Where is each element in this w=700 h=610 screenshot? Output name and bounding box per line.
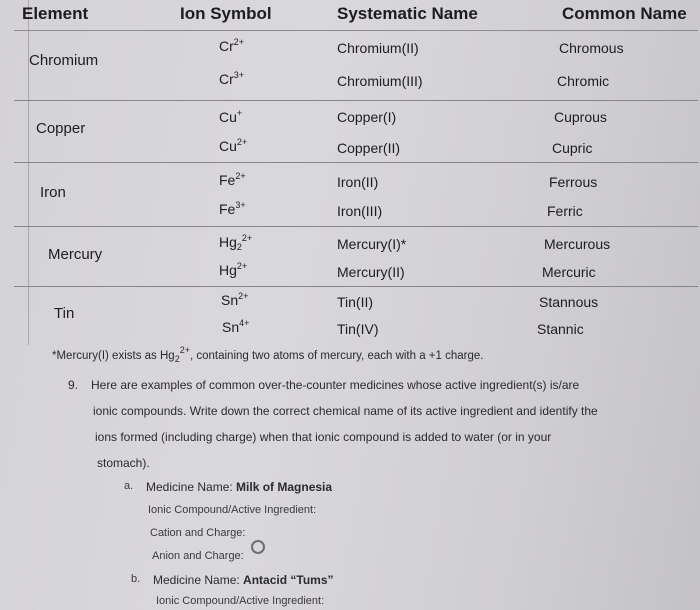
row-group-copper bbox=[14, 100, 698, 163]
common-name: Stannic bbox=[537, 321, 584, 337]
row-group-mercury bbox=[14, 226, 698, 287]
question-line: ionic compounds. Write down the correct chemical name of its active ingredient and identify the bbox=[93, 404, 598, 418]
systematic-name: Chromium(III) bbox=[337, 73, 423, 89]
common-name: Chromous bbox=[559, 40, 624, 56]
circle-icon bbox=[251, 540, 265, 554]
systematic-name: Iron(III) bbox=[337, 203, 383, 219]
question-number: 9. bbox=[68, 378, 79, 392]
header-systematic-name: Systematic Name bbox=[337, 4, 478, 23]
row-group-iron bbox=[14, 162, 698, 227]
row-group-tin bbox=[14, 286, 698, 342]
common-name: Cuprous bbox=[554, 109, 607, 125]
ionic-compound-label: Ionic Compound/Active Ingredient: bbox=[148, 504, 317, 516]
element-name: Copper bbox=[36, 120, 86, 137]
part-letter: b. bbox=[131, 573, 141, 585]
ion-symbol: $Fe^{2+}$ bbox=[219, 171, 246, 188]
mercury-footnote: *Mercury(I) exists as $Hg_2^{2+}$, containing two atoms of mercury, each with a +1 charge. bbox=[52, 345, 484, 364]
systematic-name: Iron(II) bbox=[337, 174, 379, 190]
systematic-name: Chromium(II) bbox=[337, 40, 419, 56]
systematic-name: Mercury(II) bbox=[337, 264, 405, 280]
element-name: Chromium bbox=[29, 52, 99, 69]
medicine-name: Medicine Name: Antacid “Tums” bbox=[153, 573, 334, 587]
ion-symbol: $Sn^{4+}$ bbox=[222, 318, 250, 335]
common-name: Chromic bbox=[557, 73, 610, 89]
systematic-name: Copper(II) bbox=[337, 140, 401, 156]
medicine-name: Medicine Name: Milk of Magnesia bbox=[146, 480, 333, 494]
ion-symbol: $Cu^{2+}$ bbox=[219, 137, 248, 154]
systematic-name: Copper(I) bbox=[337, 109, 397, 125]
question-line: Here are examples of common over-the-counter medicines whose active ingredient(s) is/are bbox=[91, 378, 580, 392]
systematic-name: Tin(IV) bbox=[337, 321, 379, 337]
common-name: Mercuric bbox=[542, 264, 596, 280]
anion-label: Anion and Charge: bbox=[152, 550, 244, 562]
common-name: Mercurous bbox=[544, 236, 611, 252]
ion-symbol: $Cr^{2+}$ bbox=[219, 37, 245, 54]
row-group-chromium bbox=[14, 30, 698, 101]
table-header-row bbox=[14, 0, 698, 31]
header-ion-symbol: Ion Symbol bbox=[180, 4, 272, 23]
header-element: Element bbox=[22, 4, 89, 23]
systematic-name: Tin(II) bbox=[337, 294, 374, 310]
common-name: Cupric bbox=[552, 140, 593, 156]
cation-label: Cation and Charge: bbox=[150, 527, 246, 539]
element-name: Mercury bbox=[48, 246, 103, 263]
common-name: Stannous bbox=[539, 294, 599, 310]
part-letter: a. bbox=[124, 480, 134, 492]
ion-symbol: $Hg_2^{2+}$ bbox=[219, 233, 253, 252]
ion-symbol: $Fe^{3+}$ bbox=[219, 200, 246, 217]
element-name: Tin bbox=[54, 305, 75, 322]
common-name: Ferrous bbox=[549, 174, 598, 190]
ion-symbol: $Hg^{2+}$ bbox=[219, 261, 248, 278]
ion-symbol: $Cr^{3+}$ bbox=[219, 70, 245, 87]
header-common-name: Common Name bbox=[562, 4, 687, 23]
question-line: stomach). bbox=[97, 456, 150, 470]
ion-symbol: Cu+ bbox=[219, 108, 243, 125]
ionic-compound-label: Ionic Compound/Active Ingredient: bbox=[156, 595, 325, 607]
ion-symbol: $Sn^{2+}$ bbox=[221, 291, 249, 308]
question-line: ions formed (including charge) when that ionic compound is added to water (or in your bbox=[95, 430, 552, 444]
systematic-name: Mercury(I)* bbox=[337, 236, 407, 252]
ion-table bbox=[14, 0, 698, 345]
common-name: Ferric bbox=[547, 203, 583, 219]
element-name: Iron bbox=[40, 184, 66, 201]
